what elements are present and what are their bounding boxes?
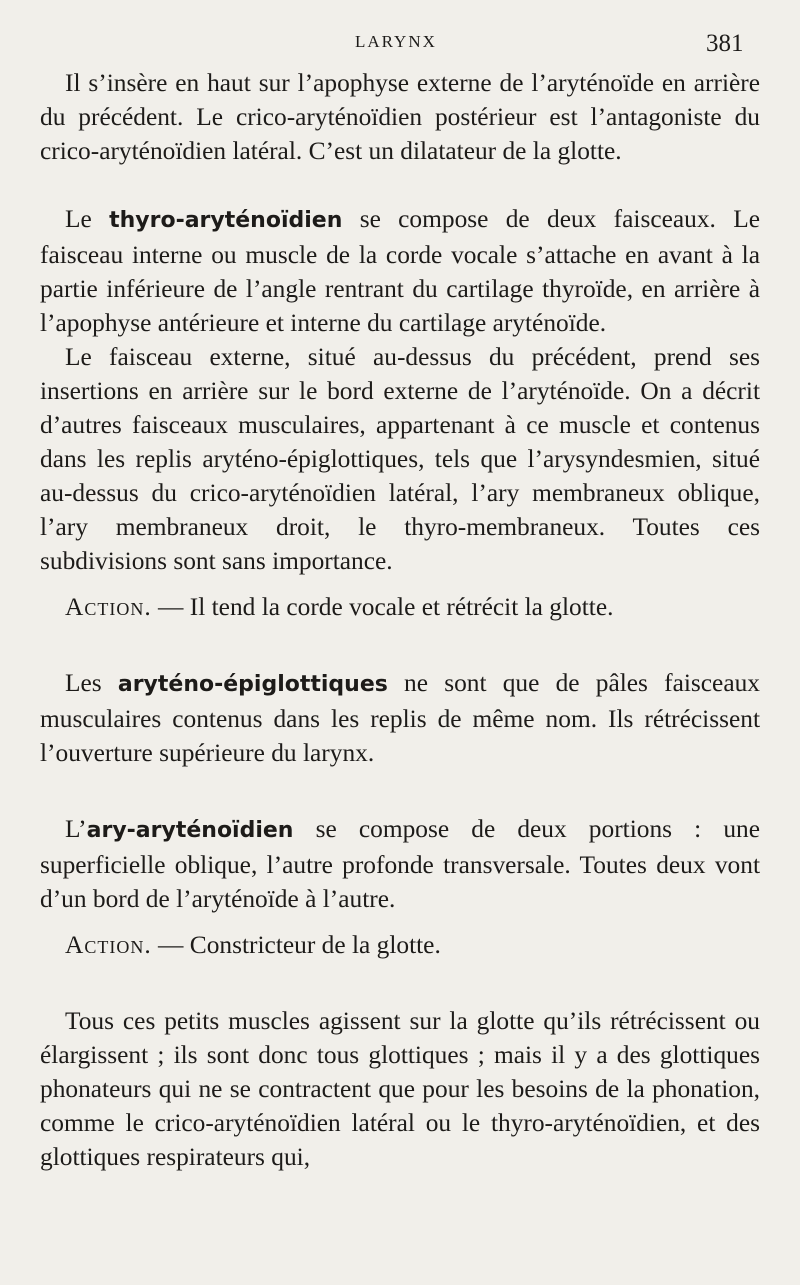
paragraph-ary-arytenoidien [40,812,760,916]
action-paragraph [40,928,760,962]
spacer [40,916,760,928]
paragraph-glottiques: Tous ces petits muscles agissent sur la glotte qu’ils rétrécissent ou élargissent ; ils sont donc tous glottiques ; mais il y a des glottiques phonateurs qui ne se contractent que pour les besoins de la phonation, comme le crico-aryténoïdien latéral ou le thyro-aryténoïdien, et des glottiques respirateurs qui, [40,1007,760,1171]
paragraph-rest: se compose de deux portions : une superficielle oblique, l’autre profonde transversale. Toutes deux vont d’un bord de l’aryténoïde à l’autre. [40,815,760,913]
paragraph-rest: ne sont que de pâles faisceaux musculaires contenus dans les replis de même nom. Ils rétrécissent l’ouverture supérieure du larynx. [40,669,760,767]
spacer [40,770,760,812]
paragraph-thyro-arytenoidien [40,202,760,340]
action-text: — Il tend la corde vocale et rétrécit la glotte. [151,593,614,621]
paragraph-aryteno-epiglottiques [40,666,760,770]
action-label: Action. [65,593,152,621]
page-header [0,30,800,60]
spacer [40,168,760,202]
paragraph-lead: Les [65,669,118,697]
page-number: 381 [706,30,744,57]
paragraph-rest: se compose de deux faisceaux. Le faisceau interne ou muscle de la corde vocale s’attache en avant à la partie inférieure de l’angle rentrant du cartilage thyroïde, en arrière à l’apophyse antérieure et interne du cartilage aryténoïde. [40,205,760,337]
muscle-term: ary-aryténoïdien [86,818,294,843]
running-title: LARYNX [355,32,437,51]
paragraph-insertion: Il s’insère en haut sur l’apophyse externe de l’aryténoïde en arrière du précédent. Le crico-aryténoïdien postérieur est l’antagoniste du crico-aryténoïdien latéral. C’est un dilatateur de la glotte. [40,69,760,165]
spacer [40,578,760,590]
paragraph-faisceau-externe: Le faisceau externe, situé au-dessus du précédent, prend ses insertions en arrière sur le bord externe de l’aryténoïde. On a décrit d’autres faisceaux musculaires, appartenant à ce muscle et contenus dans les replis aryténo-épiglottiques, tels que l’arysyndesmien, situé au-dessus du crico-aryténoïdien latéral, l’ary membraneux oblique, l’ary membraneux droit, le thyro-membraneux. Toutes ces subdivisions sont sans importance. [40,343,760,575]
spacer [40,624,760,666]
body-text [40,66,760,1174]
muscle-term: aryténo-épiglottiques [117,672,388,697]
paragraph-lead: L’ [65,815,87,843]
action-paragraph [40,590,760,624]
spacer [40,962,760,1004]
action-label: Action. [65,931,152,959]
muscle-term: thyro-aryténoïdien [109,208,343,233]
paragraph-lead: Le [65,205,110,233]
action-text: — Constricteur de la glotte. [151,931,441,959]
